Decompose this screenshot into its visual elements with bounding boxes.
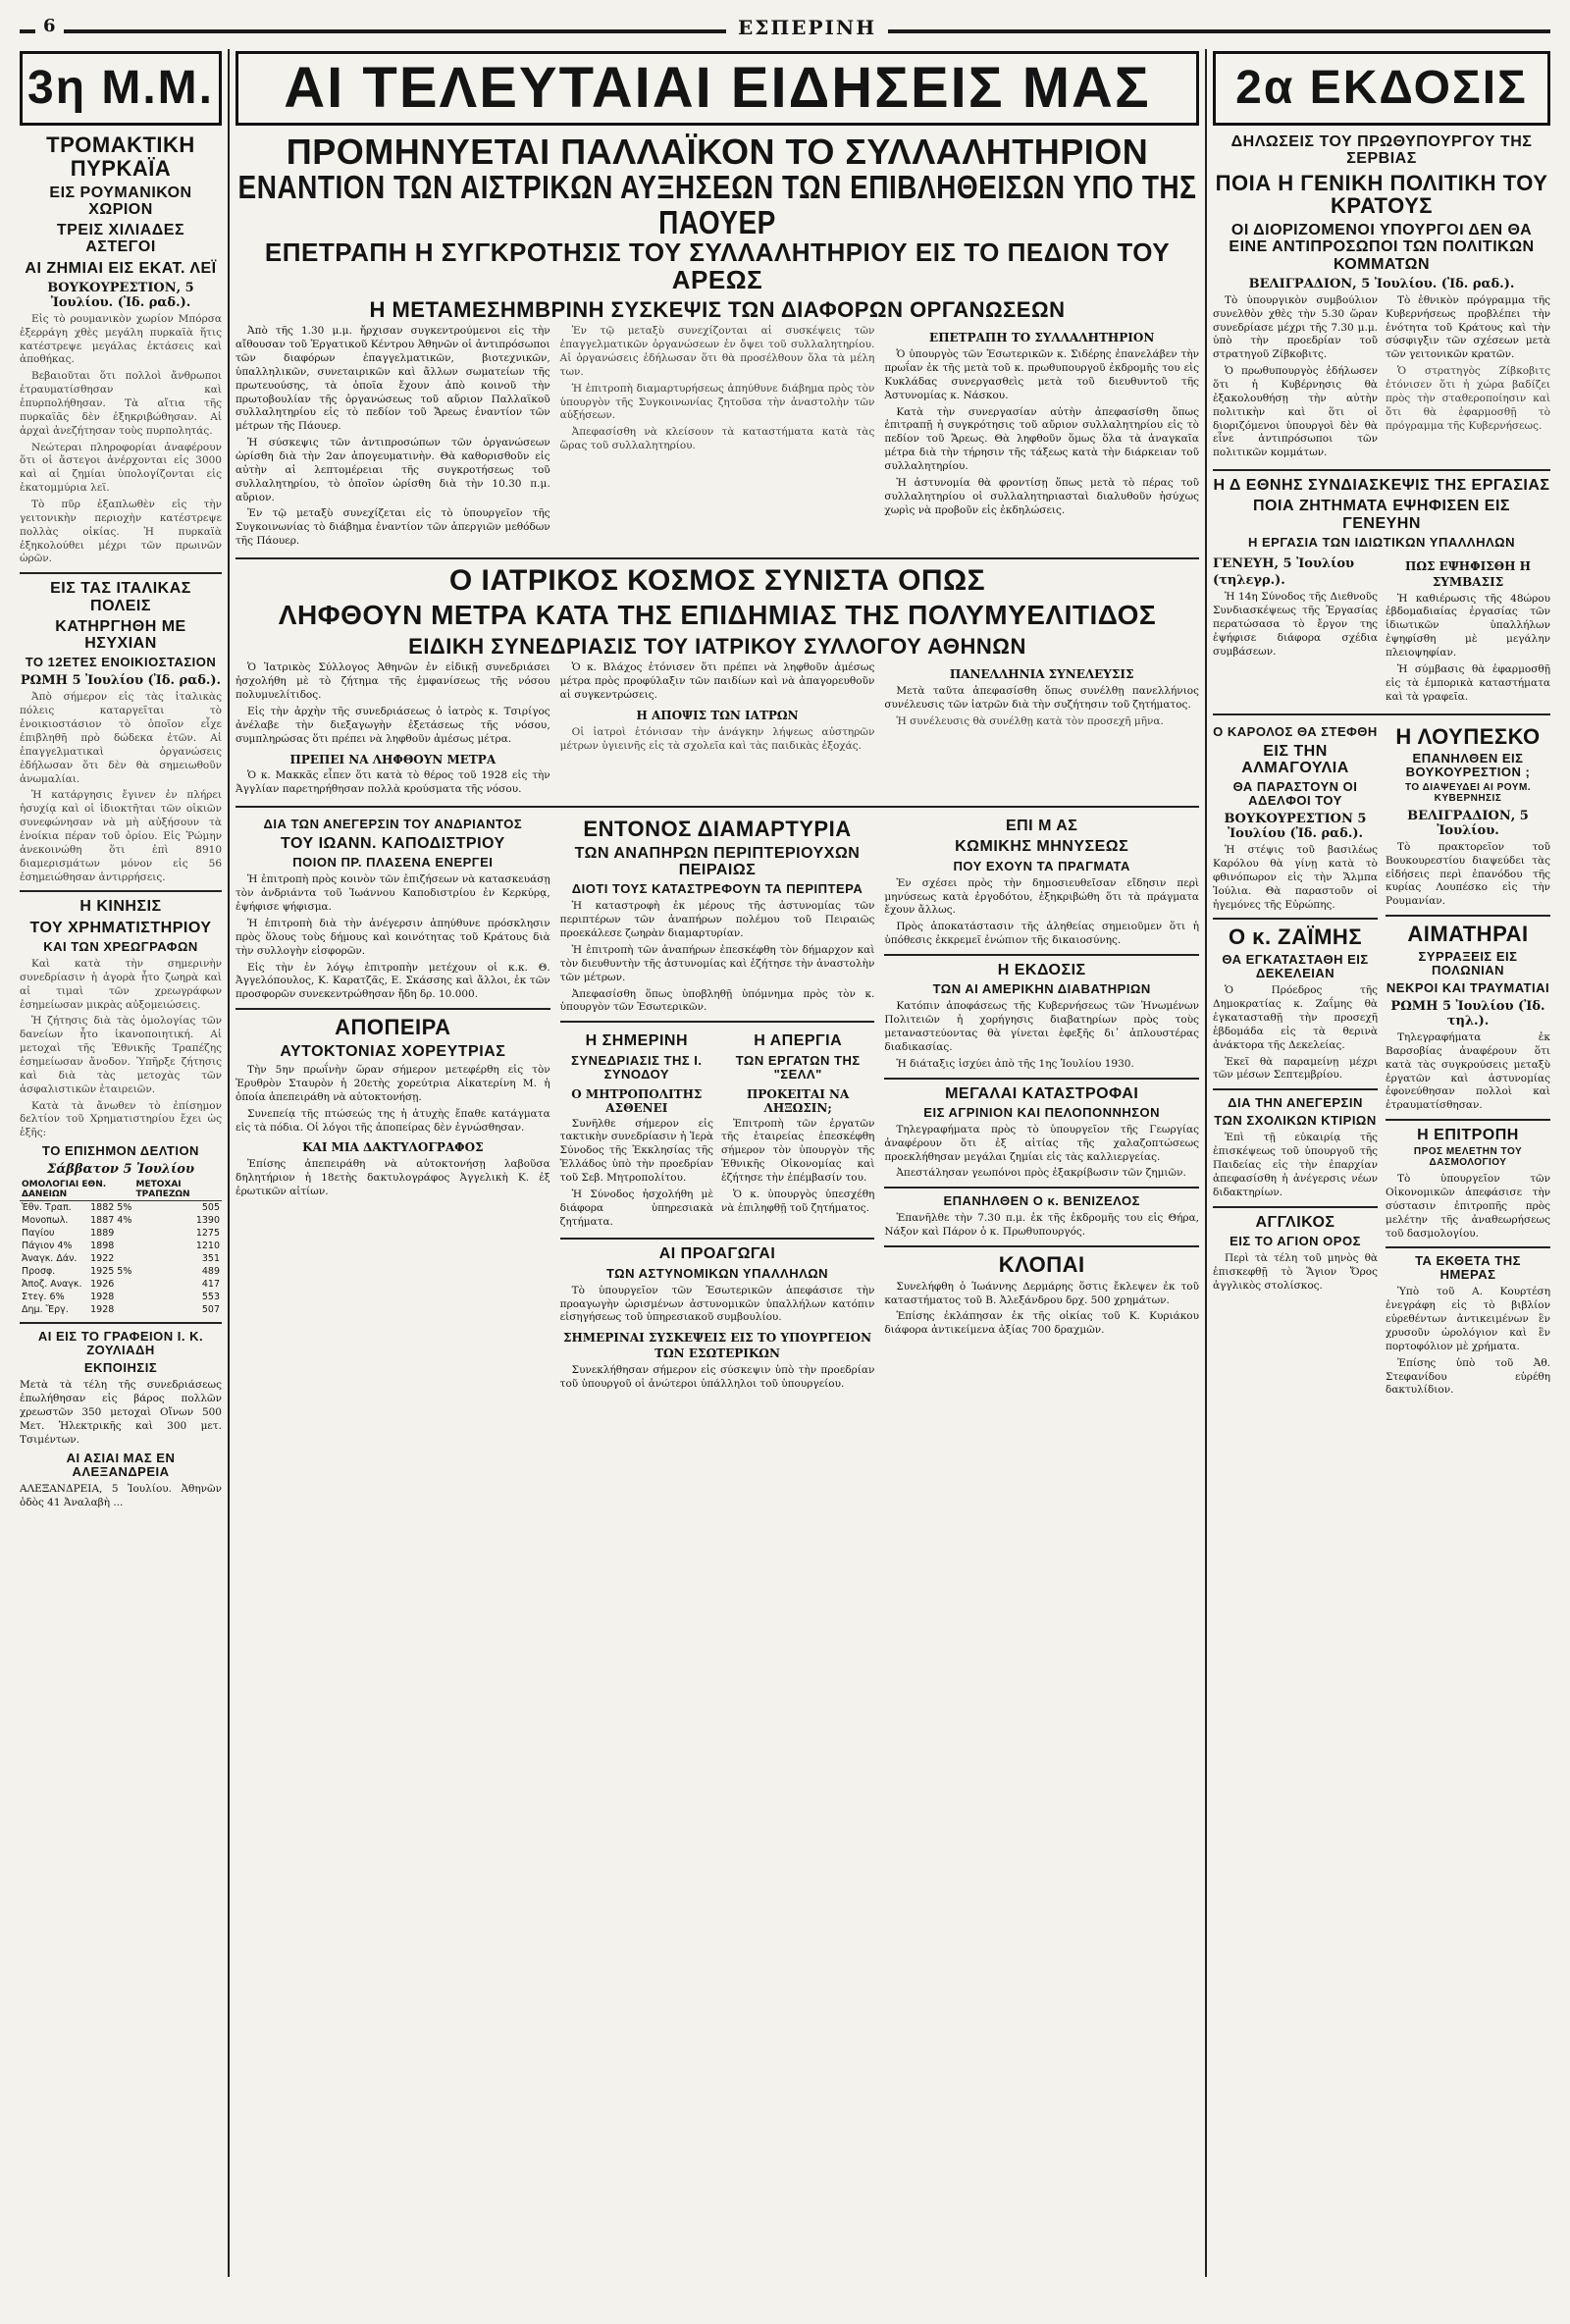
- paragraph: Τὸ ὑπουργεῖον τῶν Ἐσωτερικῶν ἀπεφάσισε τὴν προαγωγὴν ὡρισμένων ἀστυνομικῶν ὑπαλλήλων κατόπιν εἰσηγήσεως τοῦ ὑπηρεσιακοῦ συμβουλίου.: [559, 1284, 875, 1324]
- paragraph: Ἡ ἀστυνομία θὰ φροντίσῃ ὅπως μετὰ τὸ πέρας τοῦ συλλαλητηρίου οἱ συλλαλητηριασταὶ διαλυθοῦν ἡσύχως χωρὶς νὰ προβοῦν εἰς ἐκδηλώσεις.: [884, 476, 1199, 516]
- theft-article: [884, 1253, 1199, 1338]
- paragraph: Ἡ 14η Σύνοδος τῆς Διεθνοῦς Συνδιασκέψεως τῆς Ἐργασίας περατώσασα τὸ ἔργον της ἐψήφισε διάφορα σχέδια συμβάσεων.: [1213, 591, 1378, 658]
- table-row: [20, 1240, 222, 1252]
- headline: Ο ΚΑΡΟΛΟΣ ΘΑ ΣΤΕΦΘΗ: [1213, 723, 1378, 739]
- paragraph: Τὸ ὑπουργεῖον τῶν Οἰκονομικῶν ἀπεφάσισε τὴν σύστασιν ἐπιτροπῆς πρὸς μελέτην τῆς ἀναθεωρήσεως τοῦ δασμολογίου.: [1386, 1173, 1550, 1240]
- center-lower-middle-split: [560, 1029, 875, 1232]
- headline: Ο κ. ΖΑΪΜΗΣ: [1228, 924, 1363, 950]
- headline: ΘΑ ΕΓΚΑΤΑΣΤΑΘΗ ΕΙΣ ΔΕΚΕΛΕΙΑΝ: [1222, 952, 1369, 981]
- paragraph: Ὁ ὑπουργὸς τῶν Ἐσωτερικῶν κ. Σιδέρης ἐπανελάβεν τὴν πρωΐαν ἐκ τῆς μετὰ τοῦ κ. πρωθυπουργοῦ ἐκδρομῆς του εἰς Κυκλάδας συνεργασθεὶς μετὰ τοῦ διευθυντοῦ τῆς Ἀστυνομίας κ. Νάσκου.: [884, 348, 1199, 401]
- headline: Η ΛΟΥΠΕΣΚΟ: [1395, 723, 1541, 749]
- right-lower-left: [1213, 721, 1378, 1401]
- notice-text: ΑΛΕΞΑΝΔΡΕΙΑ, 5 Ἰουλίου. Ἀθηνῶν ὁδὸς 41 Ἀναλαβὴ ...: [20, 1482, 222, 1508]
- paragraph: Συνῆλθε σήμερον εἰς τακτικὴν συνεδρίασιν ἡ Ἱερὰ Σύνοδος τῆς Ἐκκλησίας τῆς Ἑλλάδος ὑπὸ τὴν προεδρίαν τοῦ Σεβ. Μητροπολίτου.: [559, 1117, 714, 1185]
- table-cell: 507: [201, 1304, 220, 1316]
- headline: ΠΟΥ ΕΧΟΥΝ ΤΑ ΠΡΑΓΜΑΤΑ: [953, 858, 1130, 873]
- paragraph: Ἡ σύσκεψις τῶν ἀντιπροσώπων τῶν ὀργανώσεων ὡρίσθη διὰ τὴν 2αν ἀπογευματινὴν. Θὰ καθορισθοῦν εἰς αὐτὴν αἱ λεπτομέρειαι τῆς συγκροτήσεως τοῦ συλλαλητηρίου, τὸ ὁποῖον ὡρίσθη διὰ τὴν 10.30 π.μ. αὔριον.: [236, 437, 550, 503]
- center-lower-left: [236, 814, 550, 1395]
- headline: ΘΑ ΠΑΡΑΣΤΟΥΝ ΟΙ ΑΔΕΛΦΟΙ ΤΟΥ: [1232, 779, 1358, 809]
- table-cell: 1882 5%: [90, 1202, 132, 1214]
- paragraph: Ἀπεστάλησαν γεωπόνοι πρὸς ἐξακρίβωσιν τῶν ζημιῶν.: [896, 1167, 1186, 1180]
- table-cell: 1210: [195, 1241, 220, 1252]
- paragraph: Ἡ διάταξις ἰσχύει ἀπὸ τῆς 1ης Ἰουλίου 1930.: [896, 1057, 1134, 1070]
- auction-text: Μετὰ τὰ τέλη τῆς συνεδριάσεως ἐπωλήθησαν εἰς βάρος πολλῶν χρεωστῶν 350 μετοχαὶ Οἴνων 500 Μετ. Ἠλεκτρικῆς καὶ 300 μετ. Τσιμέντων.: [20, 1379, 222, 1446]
- paragraph: Πρὸς ἀποκατάστασιν τῆς ἀληθείας σημειοῦμεν ὅτι ἡ ὑπόθεσις ἐκκρεμεῖ ἐνώπιον τῆς δικαιοσύνης.: [884, 921, 1199, 947]
- dateline: ΒΟΥΚΟΥΡΕΣΤΙΟΝ, 5 Ἰουλίου. (Ἰδ. ραδ.).: [47, 280, 194, 310]
- masthead: [20, 16, 1550, 45]
- headline: ΝΕΚΡΟΙ ΚΑΙ ΤΡΑΥΜΑΤΙΑΙ: [1386, 980, 1550, 996]
- headline: ΕΙΣ ΤΟ ΑΓΙΟΝ ΟΡΟΣ: [1230, 1233, 1361, 1248]
- body-text: Ἀπὸ σήμερον εἰς τὰς ἰταλικὰς πόλεις καταργεῖται τὸ ἐνοικιοστάσιον τὸ ὁποῖον εἶχε ἐπιβληθῆ πρὸ δώδεκα ἐτῶν. Αἱ ἐπαγγελματικαὶ ὀργανώσεις ἐδήλωσαν ὅτι δὲν θὰ σημειωθοῦν ἀνωμαλίαι. Ἡ κατάργησις ἔγινεν ἐν πλήρει ἡσυχίᾳ καὶ οἱ ἰδιοκτῆται τῶν οἰκιῶν συνεφώνησαν νὰ μὴ αὐξήσουν τὰ ἐνοίκια πέραν τοῦ ὁρίου. Εἰς Ῥώμην ἀνεκοινώθη ὅτι ἐπὶ 8910 διαμερισμάτων μόνον εἰς 56 ἐσημειώθησαν ἀντιρρήσεις.: [20, 691, 222, 883]
- table-row: [20, 1278, 222, 1291]
- cyprus-article: [1213, 725, 1378, 913]
- dateline: ΡΩΜΗ 5 Ἰουλίου (Ἰδ. ραδ.).: [20, 673, 222, 689]
- article-separator: [560, 1021, 875, 1023]
- paragraph: Ἐπίσης ὑπὸ τοῦ Ἀθ. Στεφανίδου εὑρέθη δακτυλίδιον.: [1386, 1356, 1550, 1397]
- article-separator: [20, 890, 222, 892]
- table-row: [20, 1227, 222, 1240]
- table-row: [20, 1303, 222, 1316]
- table-cell: 1926: [90, 1279, 115, 1291]
- poland-article: [1386, 923, 1550, 1113]
- headline: ΠΟΙΑ ΖΗΤΗΜΑΤΑ ΕΨΗΦΙΣΕΝ ΕΙΣ ΓΕΝΕΥΗΝ: [1253, 498, 1510, 532]
- medical-body: Ὁ Ἰατρικὸς Σύλλογος Ἀθηνῶν ἐν εἰδικῇ συνεδριάσει ἠσχολήθη μὲ τὸ ζήτημα τῆς ἐμφανίσεως τῆς νόσου πολυμυελίτιδος. Εἰς τὴν ἀρχὴν τῆς συνεδριάσεως ὁ ἰατρὸς κ. Τσιρίγος ἀνέλαβε τὴν διεξαγωγὴν ἐξετάσεως τῆς νόσου, συμπληρώσας ὅτι πρέπει νὰ ληφθοῦν ἀμέσως μέτρα. ΠΡΕΠΕΙ ΝΑ ΛΗΦΘΟΥΝ ΜΕΤΡΑ Ὁ κ. Μακκᾶς εἶπεν ὅτι κατὰ τὸ θέρος τοῦ 1928 εἰς τὴν Ἀγγλίαν παρετηρήθησαν πολλὰ κρούσματα τῆς νόσου. Ὁ κ. Βλάχος ἐτόνισεν ὅτι πρέπει νὰ ληφθοῦν ἀμέσως μέτρα πρὸς προφύλαξιν τῶν παιδίων καὶ νὰ ἀπαγορευθοῦν αἱ συγκεντρώσεις. Η ΑΠΟΨΙΣ ΤΩΝ ΙΑΤΡΩΝ Οἱ ἰατροὶ ἐτόνισαν τὴν ἀνάγκην λήψεως αὐστηρῶν μέτρων ὑγιεινῆς εἰς τὰ σχολεῖα καὶ τὰς παιδικὰς ἐξοχάς. ΠΑΝΕΛΛΗΝΙΑ ΣΥΝΕΛΕΥΣΙΣ Μετὰ ταῦτα ἀπεφασίσθη ὅπως συνέλθῃ πανελλήνιος συνέλευσις τῶν ἰατρῶν διὰ τὴν συζήτησιν τοῦ ζητήματος. Ἡ συνέλευσις θὰ συνέλθῃ κατὰ τὸν προσεχῆ μῆνα.: [236, 661, 1199, 796]
- headline: ΑΙ ΖΗΜΙΑΙ ΕΙΣ ΕΚΑΤ. ΛΕΪ: [25, 259, 217, 277]
- article-separator: [884, 1187, 1199, 1188]
- headline: ΕΝΤΟΝΟΣ ΔΙΑΜΑΡΤΥΡΙΑ: [583, 817, 852, 842]
- headline: ΕΙΔΙΚΗ ΣΥΝΕΔΡΙΑΣΙΣ ΤΟΥ ΙΑΤΡΙΚΟΥ ΣΥΛΛΟΓΟΥ ΑΘΗΝΩΝ: [408, 633, 1026, 659]
- paragraph: Κατόπιν ἀποφάσεως τῆς Κυβερνήσεως τῶν Ἡνωμένων Πολιτειῶν ἡ χορήγησις διαβατηρίων πρὸς τοὺς μεταναστεύοντας θὰ γίνεται ἐφεξῆς δι᾿ ἁπλουστέρας διαδικασίας.: [884, 1000, 1199, 1053]
- lead-article: [236, 133, 1199, 552]
- subheading: ΠΩΣ ΕΨΗΦΙΣΘΗ Η ΣΥΜΒΑΣΙΣ: [1405, 558, 1531, 589]
- article-separator: [1213, 713, 1550, 715]
- paragraph: Τὸ ἐθνικὸν πρόγραμμα τῆς Κυβερνήσεως προβλέπει τὴν ἑνότητα τοῦ Κράτους καὶ τὴν σύσφιγξιν τῶν σχέσεων μετὰ τῶν γειτονικῶν κρατῶν.: [1386, 293, 1550, 361]
- dateline: ΓΕΝΕΥΗ, 5 Ἰουλίου (τηλεγρ.).: [1213, 555, 1355, 589]
- paragraph: Τὸ πρακτορεῖον τοῦ Βουκουρεστίου διαψεύδει τὰς εἰδήσεις περὶ ἐπανόδου τῆς κυρίας Λουπέσκο εἰς τὴν Ρουμανίαν.: [1386, 840, 1550, 908]
- article-separator: [884, 1078, 1199, 1080]
- headline: ΕΙΣ ΑΓΡΙΝΙΟΝ ΚΑΙ ΠΕΛΟΠΟΝΝΗΣΟΝ: [923, 1104, 1161, 1120]
- table-cell: Ἀποζ. Αναγκ.: [22, 1279, 82, 1291]
- subheading: ΠΡΟΚΕΙΤΑΙ ΝΑ ΛΗΞΩΣΙΝ;: [747, 1086, 850, 1115]
- paragraph: Ἡ καθιέρωσις τῆς 48ώρου ἑβδομαδιαίας ἐργασίας τῶν ἰδιωτικῶν ὑπαλλήλων ἐψηφίσθη μὲ μεγάλην πλειοψηφίαν.: [1386, 592, 1550, 660]
- exhibit-article: [1386, 1254, 1550, 1398]
- headline: ΤΩΝ ΑΙ ΑΜΕΡΙΚΗΝ ΔΙΑΒΑΤΗΡΙΩΝ: [932, 981, 1151, 997]
- headline: ΛΗΦΘΟΥΝ ΜΕΤΡΑ ΚΑΤΑ ΤΗΣ ΕΠΙΔΗΜΙΑΣ ΤΗΣ ΠΟΛΥΜΥΕΛΙΤΙΔΟΣ: [278, 600, 1157, 631]
- table-header: ΟΜΟΛΟΓΙΑΙ ΕΘΝ. ΔΑΝΕΙΩΝ: [20, 1179, 134, 1201]
- headline: ΟΙ ΔΙΟΡΙΖΟΜΕΝΟΙ ΥΠΟΥΡΓΟΙ ΔΕΝ ΘΑ ΕΙΝΕ ΑΝΤΙΠΡΟΣΩΠΟΙ ΤΩΝ ΠΟΛΙΤΙΚΩΝ ΚΟΜΜΑΤΩΝ: [1229, 222, 1535, 273]
- athos-article: [1213, 1214, 1378, 1294]
- table-row: [20, 1265, 222, 1278]
- paragraph: Ἡ ἐπιτροπὴ πρὸς κοινὸν τῶν ἐπιζήσεων νὰ κατασκευάσῃ τὸν ἀνδριάντα τοῦ Ἰωάννου Καποδιστρίου ἐν Κερκύρᾳ, ἐψήφισε ψήφισμα.: [236, 873, 550, 914]
- paragraph: Τηλεγραφήματα ἐκ Βαρσοβίας ἀναφέρουν ὅτι κατὰ τὰς συγκρούσεις μεταξὺ ἐργατῶν καὶ ἀστυνομίας ἐφονεύθησαν πολλοὶ καὶ ἐτραυματίσθησαν.: [1386, 1031, 1550, 1112]
- table-cell: Δημ. Ἔργ.: [22, 1304, 69, 1316]
- headline: ΔΙΑ ΤΗΝ ΑΝΕΓΕΡΣΙΝ: [1228, 1095, 1363, 1111]
- headline: ΕΠΑΝΗΛΘΕΝ ΕΙΣ ΒΟΥΚΟΥΡΕΣΤΙΟΝ ;: [1405, 751, 1531, 780]
- promotions-article: [560, 1245, 875, 1391]
- article-separator: [20, 1322, 222, 1324]
- headline: ΤΡΟΜΑΚΤΙΚΗ ΠΥΡΚΑΪΑ: [46, 132, 195, 181]
- right-column: [1213, 51, 1550, 2279]
- headline: Η Δ ΕΘΝΗΣ ΣΥΝΔΙΑΣΚΕΨΙΣ ΤΗΣ ΕΡΓΑΣΙΑΣ: [1213, 477, 1550, 495]
- paragraph: Τὴν 5ην πρωΐνὴν ὥραν σήμερον μετεφέρθη εἰς τὸν Ἐρυθρὸν Σταυρὸν ἡ 20ετὴς χορεύτρια Αἰκατερίνη Μ. ἡ ὁποία ἀπεπειράθη νὰ αὐτοκτονήσῃ.: [236, 1064, 550, 1103]
- table-cell: 1928: [90, 1292, 115, 1303]
- article-separator: [1213, 1088, 1378, 1090]
- venizelos-article: [884, 1194, 1199, 1240]
- left-column: [20, 51, 222, 2279]
- dateline: ΡΩΜΗ 5 Ἰουλίου (Ἰδ. τηλ.).: [1390, 999, 1545, 1030]
- lupescu-article: [1386, 725, 1550, 910]
- dateline: ΒΕΛΙΓΡΑΔΙΟΝ, 5 Ἰουλίου. (Ἰδ. ραδ.).: [1248, 276, 1515, 291]
- table-cell: Ἐθν. Τραπ.: [22, 1202, 72, 1214]
- headline: ΣΥΡΡΑΞΕΙΣ ΕΙΣ ΠΟΛΩΝΙΑΝ: [1418, 948, 1518, 977]
- paper-name: ΕΣΠΕΡΙΝΗ: [726, 16, 888, 39]
- headline: ΤΩΝ ΑΣΤΥΝΟΜΙΚΩΝ ΥΠΑΛΛΗΛΩΝ: [605, 1265, 829, 1281]
- dateline: ΒΕΛΙΓΡΑΔΙΟΝ, 5 Ἰουλίου.: [1407, 808, 1529, 838]
- lead-headline: Η ΜΕΤΑΜΕΣΗΜΒΡΙΝΗ ΣΥΣΚΕΨΙΣ ΤΩΝ ΔΙΑΦΟΡΩΝ ΟΡΓΑΝΩΣΕΩΝ: [369, 296, 1066, 322]
- headline: ΔΙΟΤΙ ΤΟΥΣ ΚΑΤΑΣΤΡΕΦΟΥΝ ΤΑ ΠΕΡΙΠΤΕΡΑ: [571, 881, 864, 897]
- paragraph: Ἐπανῆλθε τὴν 7.30 π.μ. ἐκ τῆς ἐκδρομῆς του εἰς Θήρα, Νάξον καὶ Πάρον ὁ κ. Πρωθυπουργός.: [884, 1212, 1199, 1239]
- paragraph: Ὁ Πρόεδρος τῆς Δημοκρατίας κ. Ζαΐμης θὰ ἐγκατασταθῇ τὴν προσεχῆ ἑβδομάδα εἰς τὰ θερινὰ ἀνάκτορα τῆς Δεκελείας.: [1213, 984, 1378, 1051]
- decision-article: [884, 962, 1199, 1072]
- headline: Η ΚΙΝΗΣΙΣ: [79, 898, 162, 916]
- column-divider: [228, 49, 230, 2277]
- paragraph: Ἐπιτροπὴ τῶν ἐργατῶν τῆς ἑταιρείας ἐπεσκέφθη σήμερον τὸν ὑπουργὸν τῆς Ἐθνικῆς Οἰκονομίας καὶ ἐζήτησε τὴν ἐπέμβασίν του.: [721, 1117, 875, 1185]
- market-table: [20, 1179, 222, 1316]
- paragraph: Κατὰ τὴν συνεργασίαν αὐτὴν ἀπεφασίσθη ὅπως ἐπιτραπῇ ἡ συγκρότησις τοῦ αὔριον συλλαλητηρίου εἰς τὸ πεδίον τοῦ Ἄρεως. Θὰ ληφθοῦν ὅμως ὅλα τὰ ἀναγκαῖα μέτρα διὰ τὴν τήρησιν τῆς τάξεως κατὰ τὴν διάρκειαν τοῦ συλλαλητηρίου.: [884, 405, 1199, 472]
- paragraph: Ὁ κ. ὑπουργὸς ὑπεσχέθη νὰ ἐπιληφθῇ τοῦ ζητήματος.: [721, 1188, 875, 1214]
- article-separator: [1386, 1246, 1550, 1248]
- article-separator: [236, 806, 1199, 808]
- paragraph: Εἰς τὴν ἀρχὴν τῆς συνεδριάσεως ὁ ἰατρὸς κ. Τσιρίγος ἀνέλαβε τὴν διεξαγωγὴν ἐξετάσεως τῆς νόσου, συμπληρώσας ὅτι πρέπει νὰ ληφθοῦν ἀμέσως μέτρα.: [236, 705, 550, 745]
- article-separator: [20, 572, 222, 574]
- notice-heading: ΑΙ ΑΣΙΑΙ ΜΑΣ ΕΝ ΑΛΕΞΑΝΔΡΕΙΑ: [66, 1450, 176, 1479]
- center-lower-grid: [236, 814, 1199, 1395]
- piraeus-article: [560, 818, 875, 1015]
- headline: Η ΕΚΔΟΣΙΣ: [997, 961, 1086, 978]
- ilo-body: [1213, 554, 1550, 708]
- headline: Ο ΙΑΤΡΙΚΟΣ ΚΟΣΜΟΣ ΣΥΝΙΣΤΑ ΟΠΩΣ: [448, 564, 986, 597]
- headline: ΔΗΛΩΣΕΙΣ ΤΟΥ ΠΡΩΘΥΠΟΥΡΓΟΥ ΤΗΣ ΣΕΡΒΙΑΣ: [1230, 133, 1533, 168]
- article-separator: [1386, 1119, 1550, 1121]
- bulletin-title: ΤΟ ΕΠΙΣΗΜΟΝ ΔΕΛΤΙΟΝ: [42, 1143, 199, 1159]
- anniv-article: [236, 818, 550, 1002]
- headline: ΠΟΙΟΝ ΠΡ. ΠΛΑΣΕΝΑ ΕΝΕΡΓΕΙ: [292, 855, 494, 871]
- comic-article: [884, 818, 1199, 948]
- table-cell: 505: [201, 1202, 220, 1214]
- article-separator: [1213, 918, 1378, 920]
- center-lower-middle: [560, 814, 875, 1395]
- auction-heading: ΕΚΠΟΙΗΣΙΣ: [83, 1360, 158, 1376]
- table-row: [20, 1252, 222, 1265]
- table-row: [20, 1201, 222, 1215]
- headline: ΕΙΣ ΡΟΥΜΑΝΙΚΟΝ ΧΩΡΙΟΝ: [49, 184, 192, 218]
- table-cell: 1390: [195, 1215, 220, 1227]
- article-separator: [236, 557, 1199, 559]
- subheading: ΠΡΕΠΕΙ ΝΑ ΛΗΦΘΟΥΝ ΜΕΤΡΑ: [289, 752, 497, 766]
- article-separator: [1213, 469, 1550, 471]
- paragraph: Τὸ ὑπουργικὸν συμβούλιον συνελθὸν χθὲς τὴν 5.30 ὥραν συνεδρίασε μέχρι τῆς 7.30 μ.μ. ὑπὸ τὴν προεδρίαν τοῦ στρατηγοῦ Ζίβκοβιτς.: [1213, 293, 1378, 361]
- column-divider: [1205, 49, 1207, 2277]
- headline: ΤΩΝ ΑΝΑΠΗΡΩΝ ΠΕΡΙΠΤΕΡΙΟΥΧΩΝ ΠΕΙΡΑΙΩΣ: [574, 844, 861, 879]
- serbia-body: Τὸ ὑπουργικὸν συμβούλιον συνελθὸν χθὲς τὴν 5.30 ὥραν συνεδρίασε μέχρι τῆς 7.30 μ.μ. ὑπὸ τὴν προεδρίαν τοῦ στρατηγοῦ Ζίβκοβιτς. Ὁ πρωθυπουργὸς ἐδήλωσεν ὅτι ἡ Κυβέρνησις θὰ ἐξακολουθήσῃ τὴν αὐτὴν πολιτικὴν καὶ ὅτι οἱ διοριζόμενοι ὑπουργοὶ δὲν θὰ εἶνε ἀντιπρόσωποι τῶν πολιτικῶν κομμάτων. Τὸ ἐθνικὸν πρόγραμμα τῆς Κυβερνήσεως προβλέπει τὴν ἑνότητα τοῦ Κράτους καὶ τὴν σύσφιγξιν τῶν σχέσεων μετὰ τῶν γειτονικῶν κρατῶν. Ὁ στρατηγὸς Ζίβκοβιτς ἐτόνισεν ὅτι ἡ χώρα βαδίζει πρὸς τὴν σταθεροποίησιν καὶ ὅτι θὰ ἐφαρμοσθῇ τὸ πρόγραμμα τῆς Κυβερνήσεως.: [1213, 293, 1550, 459]
- paragraph: Ὁ κ. Μακκᾶς εἶπεν ὅτι κατὰ τὸ θέρος τοῦ 1928 εἰς τὴν Ἀγγλίαν παρετηρήθησαν πολλὰ κρούσματα τῆς νόσου.: [236, 769, 550, 796]
- table-cell: Μονοπωλ.: [22, 1215, 69, 1227]
- paragraph: Ἀπεφασίσθη ὅπως ὑποβληθῇ ὑπόμνημα πρὸς τὸν κ. ὑπουργὸν τῶν Ἐσωτερικῶν.: [559, 987, 875, 1014]
- table-cell: 1922: [90, 1253, 115, 1265]
- table-cell: 417: [201, 1279, 220, 1291]
- strike-article: [721, 1029, 874, 1232]
- paragraph: Ἡ στέψις τοῦ βασιλέως Καρόλου θὰ γίνῃ κατὰ τὸ φθινόπωρον εἰς τὴν Ἄλμπα Ἰούλια. Θὰ παραστοῦν οἱ ἡγεμόνες τῆς Εὐρώπης.: [1213, 844, 1378, 911]
- page-number: 6: [35, 16, 64, 36]
- center-banner: ΑΙ ΤΕΛΕΥΤΑΙΑΙ ΕΙΔΗΣΕΙΣ ΜΑΣ: [236, 51, 1199, 126]
- subheading: ΠΑΝΕΛΛΗΝΙΑ ΣΥΝΕΛΕΥΣΙΣ: [949, 667, 1134, 682]
- article-separator: [884, 954, 1199, 956]
- ilo-article: [1213, 477, 1550, 707]
- table-cell: Ἀναγκ. Δάν.: [22, 1253, 78, 1265]
- exchange-footer-title: ΑΙ ΕΙΣ ΤΟ ΓΡΑΦΕΙΟΝ Ι. Κ. ΖΟΥΛΙΑΔΗ: [37, 1329, 204, 1358]
- article-separator: [1213, 1206, 1378, 1208]
- headline: Η ΑΠΕΡΓΙΑ: [754, 1032, 843, 1050]
- table-row: [20, 1291, 222, 1303]
- schools-article: [1213, 1096, 1378, 1199]
- committee-article: [1386, 1127, 1550, 1241]
- paragraph: Ἐκεῖ θὰ παραμείνῃ μέχρι τῶν μέσων Σεπτεμβρίου.: [1213, 1055, 1378, 1082]
- article-separator: [1386, 915, 1550, 917]
- subheading: Η ΑΠΟΨΙΣ ΤΩΝ ΙΑΤΡΩΝ: [636, 708, 799, 722]
- headline: ΕΙΣ ΤΑΣ ΙΤΑΛΙΚΑΣ ΠΟΛΕΙΣ: [50, 580, 191, 614]
- synod-article: [560, 1029, 713, 1232]
- paragraph: Ἀπὸ τῆς 1.30 μ.μ. ἤρχισαν συγκεντρούμενοι εἰς τὴν αἴθουσαν τοῦ Ἐργατικοῦ Κέντρου Ἀθηνῶν οἱ ἀντιπρόσωποι τῶν διαφόρων ἐπαγγελματικῶν, βιοτεχνικῶν, ὑπαλληλικῶν, συνεταιρικῶν καὶ ἄλλων σωματείων τῆς πρωτευούσης, τὰ ὁποῖα ἔχουν ἀπὸ κοινοῦ τὴν πρωτοβουλίαν τῆς ὀργανώσεως τοῦ αὔριον Παλλαϊκοῦ συλλαλητηρίου εἰς τὸ πεδίον τοῦ Ἄρεως ἐναντίον τῶν μέτρων τῆς Πάουερ.: [236, 325, 550, 433]
- headline: ΕΙΣ ΤΗΝ ΑΛΜΑΓΟΥΛΙΑ: [1241, 742, 1349, 776]
- paragraph: Συνεκλήθησαν σήμερον εἰς σύσκεψιν ὑπὸ τὴν προεδρίαν τοῦ ὑπουργοῦ οἱ ἀνώτεροι ὑπάλληλοι τοῦ ὑπουργείου.: [559, 1364, 875, 1390]
- headline: ΕΠΑΝΗΛΘΕΝ Ο κ. ΒΕΝΙΖΕΛΟΣ: [943, 1193, 1140, 1209]
- paragraph: Ἡ καταστροφὴ ἐκ μέρους τῆς ἀστυνομίας τῶν περιπτέρων τῶν ἀναπήρων πολέμου τοῦ Πειραιῶς προεκάλεσε ζωηρὰν διαμαρτυρίαν.: [559, 900, 875, 940]
- paragraph: Ἐν τῷ μεταξὺ συνεχίζεται εἰς τὸ ὑπουργεῖον τῆς Συγκοινωνίας τὸ διάβημα ἐναντίον τῶν ἀπεργιῶν μεθόδων τῆς Πάουερ.: [236, 507, 550, 548]
- table-cell: Παγίου: [22, 1228, 55, 1240]
- headline: ΑΙΜΑΤΗΡΑΙ: [1407, 922, 1529, 947]
- headline: ΣΥΝΕΔΡΙΑΣΙΣ ΤΗΣ Ι. ΣΥΝΟΔΟΥ: [571, 1052, 703, 1082]
- right-lower-right: [1386, 721, 1550, 1401]
- paragraph: Ἡ ἐπιτροπὴ τῶν ἀναπήρων ἐπεσκέφθη τὸν δήμαρχον καὶ τὸν διευθυντὴν τῆς ἀστυνομίας καὶ ἐζήτησε τὴν ἀναστολὴν τῶν μέτρων.: [559, 943, 875, 983]
- table-cell: 1925 5%: [90, 1266, 132, 1278]
- headline: ΑΙ ΠΡΟΑΓΩΓΑΙ: [658, 1245, 776, 1263]
- headline: ΠΡΟΣ ΜΕΛΕΤΗΝ ΤΟΥ ΔΑΣΜΟΛΟΓΙΟΥ: [1413, 1146, 1523, 1169]
- article-separator: [236, 1008, 550, 1010]
- table-cell: 1928: [90, 1304, 115, 1316]
- disaster-article: [884, 1085, 1199, 1182]
- paragraph: Μετὰ ταῦτα ἀπεφασίσθη ὅπως συνέλθῃ πανελλήνιος συνέλευσις τῶν ἰατρῶν διὰ τὴν συζήτησιν τοῦ ζητήματος.: [884, 685, 1199, 712]
- left-banner: 3η Μ.Μ.: [20, 51, 222, 126]
- paragraph: Ἡ Σύνοδος ἠσχολήθη μὲ διάφορα ὑπηρεσιακὰ ζητήματα.: [559, 1188, 714, 1228]
- paragraph: Ὁ Ἰατρικὸς Σύλλογος Ἀθηνῶν ἐν εἰδικῇ συνεδριάσει ἠσχολήθη μὲ τὸ ζήτημα τῆς ἐμφανίσεως τῆς νόσου πολυμυελίτιδος.: [236, 661, 550, 702]
- headline: ΕΠΙ Μ ΑΣ: [1005, 818, 1078, 835]
- body-text: Καὶ κατὰ τὴν σημερινὴν συνεδρίασιν ἡ ἀγορὰ ἦτο ζωηρὰ καὶ αἱ τιμαὶ τῶν χρεωγράφων ἐσημείωσαν μικρὰς αὐξομειώσεις. Ἡ ζήτησις διὰ τὰς ὁμολογίας τῶν δανείων ἦτο ἱκανοποιητική. Αἱ μετοχαὶ τῆς Ἐθνικῆς Τραπέζης ἐσημείωσαν ἄνοδον. Ὑπῆρξε ζήτησις καὶ διὰ τὰς μετοχὰς τῶν ἀσφαλιστικῶν ἑταιρειῶν. Κατὰ τὰ ἄνωθεν τὸ ἐπίσημον δελτίον τοῦ Χρηματιστηρίου ἔχει ὡς ἑξῆς:: [20, 957, 222, 1139]
- paragraph: Τηλεγραφήματα πρὸς τὸ ὑπουργεῖον τῆς Γεωργίας ἀναφέρουν ὅτι ἐξ αἰτίας τῆς χαλαζοπτώσεως προεκλήθησαν μεγάλαι ζημίαι εἰς τὰς καλλιεργείας.: [884, 1123, 1199, 1163]
- headline: ΚΛΟΠΑΙ: [998, 1252, 1085, 1278]
- table-cell: 351: [201, 1253, 220, 1265]
- paragraph: Ἡ σύμβασις θὰ ἐφαρμοσθῇ εἰς τὰ ἐμπορικὰ καταστήματα καὶ τὰ γραφεῖα.: [1386, 662, 1550, 703]
- paragraph: Ὑπὸ τοῦ Α. Κουρτέση ἐνεγράφη εἰς τὸ βιβλίον εὑρεθέντων ἀντικειμένων ἓν χρυσοῦν ὡρολόγιον καὶ ἓν πορτοφόλιον μὲ χρήματα.: [1386, 1286, 1550, 1352]
- lead-headline: ΕΠΕΤΡΑΠΗ Η ΣΥΓΚΡΟΤΗΣΙΣ ΤΟΥ ΣΥΛΛΑΛΗΤΗΡΙΟΥ ΕΙΣ ΤΟ ΠΕΔΙΟΝ ΤΟΥ ΑΡΕΩΣ: [264, 238, 1171, 295]
- paragraph: Ἐν σχέσει πρὸς τὴν δημοσιευθεῖσαν εἴδησιν περὶ μηνύσεως κατὰ ἐργοδότου, ἐξηκριβώθη ὅτι τὰ πράγματα ἔχουν ἄλλως.: [884, 876, 1199, 917]
- headline: ΚΑΤΗΡΓΗΘΗ ΜΕ ΗΣΥΧΙΑΝ: [55, 617, 186, 653]
- article-fire: [20, 133, 222, 566]
- headline: Η ΕΠΙΤΡΟΠΗ: [1417, 1127, 1519, 1144]
- paragraph: Συνελήφθη ὁ Ἰωάννης Δερμάρης ὅστις ἔκλεψεν ἐκ τοῦ καταστήματος τοῦ Β. Ἀλεξάνδρου δρχ. 500 χρημάτων.: [884, 1280, 1199, 1306]
- right-lower-grid: [1213, 721, 1550, 1401]
- headline: ΑΓΓΛΙΚΟΣ: [1255, 1213, 1335, 1231]
- table-cell: 1889: [90, 1228, 115, 1240]
- subheading: ΕΠΕΤΡΑΠΗ ΤΟ ΣΥΛΛΑΛΗΤΗΡΙΟΝ: [929, 331, 1155, 345]
- article-separator: [560, 1238, 875, 1240]
- table-cell: 553: [201, 1292, 220, 1303]
- center-lower-right: [884, 814, 1199, 1395]
- subheading: ΣΗΜΕΡΙΝΑΙ ΣΥΣΚΕΨΕΙΣ ΕΙΣ ΤΟ ΥΠΟΥΡΓΕΙΟΝ ΤΩΝ ΕΣΩΤΕΡΙΚΩΝ: [562, 1331, 872, 1361]
- headline: ΤΟΥ ΧΡΗΜΑΤΙΣΤΗΡΙΟΥ: [29, 919, 212, 936]
- body-text: Εἰς τὸ ρουμανικὸν χωρίον Μπόρσα ἐξερράγη χθὲς μεγάλη πυρκαϊὰ ἥτις κατέστρεψε μεγάλας ἐκτάσεις καὶ ἀποθήκας. Βεβαιοῦται ὅτι πολλοὶ ἄνθρωποι ἐτραυματίσθησαν καὶ ἐπυρπολήθησαν. Τὰ αἴτια τῆς πυρκαϊᾶς δὲν ἐξηκριβώθησαν. Αἱ ἀρχαὶ ἀνεζήτησαν τοὺς πυρπολητάς. Νεώτεραι πληροφορίαι ἀναφέρουν ὅτι οἱ ἄστεγοι ἀνέρχονται εἰς 3000 καὶ αἱ ζημίαι ὑπολογίζονται εἰς ἑκατομμύρια λεϊ. Τὸ πῦρ ἐξαπλωθὲν εἰς τὴν γειτονικὴν περιοχὴν κατέστρεψε πολλὰς οἰκίας. Ἡ πυρκαϊὰ ἐξηκολούθει μέχρι τῶν πρωινῶν ὡρῶν.: [20, 312, 222, 565]
- headline: ΤΟ 12ΕΤΕΣ ΕΝΟΙΚΙΟΣΤΑΣΙΟΝ: [25, 655, 217, 670]
- table-cell: Προσφ.: [22, 1266, 56, 1278]
- serbia-article: [1213, 133, 1550, 463]
- newspaper-page: [20, 16, 1550, 2283]
- paragraph: Περὶ τὰ τέλη τοῦ μηνὸς θὰ ἐπισκεφθῇ τὸ Ἅγιον Ὄρος ἀγγλικὸς στολίσκος.: [1213, 1251, 1378, 1292]
- headline: ΤΟ ΔΙΑΨΕΥΔΕΙ ΑΙ ΡΟΥΜ. ΚΥΒΕΡΝΗΣΙΣ: [1404, 782, 1532, 805]
- lead-headline: ΕΝΑΝΤΙΟΝ ΤΩΝ ΑΙΣΤΡΙΚΩΝ ΑΥΞΗΣΕΩΝ ΤΩΝ ΕΠΙΒΛΗΘΕΙΣΩΝ ΥΠΟ ΤΗΣ ΠΑΟΥΕΡ: [237, 168, 1197, 241]
- zaimis-article: [1213, 925, 1378, 1083]
- headline: ΔΙΑ ΤΩΝ ΑΝΕΓΕΡΣΙΝ ΤΟΥ ΑΝΔΡΙΑΝΤΟΣ: [263, 817, 523, 832]
- table-cell: 1898: [90, 1241, 115, 1252]
- article-italy: [20, 580, 222, 884]
- headline: ΚΑΙ ΤΩΝ ΧΡΕΩΓΡΑΦΩΝ: [43, 938, 198, 954]
- market-rows: [20, 1201, 222, 1317]
- right-banner: 2α ΕΚΔΟΣΙΣ: [1213, 51, 1550, 126]
- headline: ΚΩΜΙΚΗΣ ΜΗΝΥΣΕΩΣ: [955, 838, 1129, 856]
- table-header: ΜΕΤΟΧΑΙ ΤΡΑΠΕΖΩΝ: [134, 1179, 223, 1201]
- bulletin-date: Σάββατον 5 Ἰουλίου: [47, 1162, 194, 1178]
- paragraph: Ἡ ἐπιτροπὴ διὰ τὴν ἀνέγερσιν ἀπηύθυνε πρόσκλησιν πρὸς ὅλους τοὺς δήμους καὶ κοινότητας τοῦ Κράτους διὰ τὴν συλλογὴν εἰσφορῶν.: [236, 917, 550, 957]
- headline: ΑΥΤΟΚΤΟΝΙΑΣ ΧΟΡΕΥΤΡΙΑΣ: [280, 1042, 506, 1060]
- subheading: Ο ΜΗΤΡΟΠΟΛΙΤΗΣ ΑΣΘΕΝΕΙ: [571, 1086, 703, 1115]
- headline: Η ΣΗΜΕΡΙΝΗ: [585, 1032, 689, 1050]
- headline: Η ΕΡΓΑΣΙΑ ΤΩΝ ΙΔΙΩΤΙΚΩΝ ΥΠΑΛΛΗΛΩΝ: [1248, 534, 1515, 550]
- paragraph: Ὁ κ. Βλάχος ἐτόνισεν ὅτι πρέπει νὰ ληφθοῦν ἀμέσως μέτρα πρὸς προφύλαξιν τῶν παιδίων καὶ νὰ ἀπαγορευθοῦν αἱ συγκεντρώσεις.: [559, 661, 875, 702]
- article-exchange: [20, 898, 222, 1509]
- medical-article: [236, 565, 1199, 800]
- paragraph: Ὁ πρωθυπουργὸς ἐδήλωσεν ὅτι ἡ Κυβέρνησις θὰ ἐξακολουθήσῃ τὴν αὐτὴν πολιτικὴν καὶ ὅτι οἱ διοριζόμενοι ὑπουργοὶ δὲν θὰ εἶνε ἀντιπρόσωποι τῶν πολιτικῶν κομμάτων.: [1213, 365, 1378, 459]
- table-cell: 1887 4%: [90, 1215, 132, 1227]
- lead-headline: ΠΡΟΜΗΝΥΕΤΑΙ ΠΑΛΛΑΪΚΟΝ ΤΟ ΣΥΛΛΑΛΗΤΗΡΙΟΝ: [286, 132, 1149, 172]
- attempt-article: [236, 1016, 550, 1199]
- headline: ΠΟΙΑ Η ΓΕΝΙΚΗ ΠΟΛΙΤΙΚΗ ΤΟΥ ΚΡΑΤΟΥΣ: [1215, 170, 1548, 219]
- dateline: ΒΟΥΚΟΥΡΕΣΤΙΟΝ 5 Ἰουλίου (Ἰδ. ραδ.).: [1224, 812, 1367, 842]
- headline: ΤΩΝ ΕΡΓΑΤΩΝ ΤΗΣ "ΣΕΛΛ": [735, 1052, 861, 1082]
- paragraph: Εἰς τὴν ἐν λόγῳ ἐπιτροπὴν μετέχουν οἱ κ.κ. Θ. Ἀγγελόπουλος, Κ. Καρατζᾶς, Ε. Σκάσσης καὶ ἄλλοι, ἐκ τῶν προσφορῶν συνεκεντρώθησαν ἤδη δρ. 10.000.: [236, 961, 550, 1001]
- headline: ΤΟΥ ΙΩΑΝΝ. ΚΑΠΟΔΙΣΤΡΙΟΥ: [280, 835, 505, 853]
- paragraph: Συνεπείᾳ τῆς πτώσεώς της ἡ ἀτυχὴς ἔπαθε κατάγματα εἰς τὰ πόδια. Οἱ λόγοι τῆς ἀποπείρας δὲν ἐγνώσθησαν.: [236, 1107, 550, 1134]
- subheading: ΚΑΙ ΜΙΑ ΔΑΚΤΥΛΟΓΡΑΦΟΣ: [302, 1140, 484, 1155]
- headline: ΑΠΟΠΕΙΡΑ: [335, 1015, 451, 1040]
- table-cell: 489: [201, 1266, 220, 1278]
- article-separator: [884, 1245, 1199, 1247]
- table-row: [20, 1214, 222, 1227]
- headline: ΤΑ ΕΚΘΕΤΑ ΤΗΣ ΗΜΕΡΑΣ: [1415, 1253, 1521, 1283]
- table-cell: Πάγιον 4%: [22, 1241, 73, 1252]
- lead-body: Ἀπὸ τῆς 1.30 μ.μ. ἤρχισαν συγκεντρούμενοι εἰς τὴν αἴθουσαν τοῦ Ἐργατικοῦ Κέντρου Ἀθηνῶν οἱ ἀντιπρόσωποι τῶν διαφόρων ἐπαγγελματικῶν, βιοτεχνικῶν, ὑπαλληλικῶν, συνεταιρικῶν καὶ ἄλλων σωματείων τῆς πρωτευούσης, τὰ ὁποῖα ἔχουν ἀπὸ κοινοῦ τὴν πρωτοβουλίαν τῆς ὀργανώσεως τοῦ αὔριον Παλλαϊκοῦ συλλαλητηρίου εἰς τὸ πεδίον τοῦ Ἄρεως ἐναντίον τῶν μέτρων τῆς Πάουερ. Ἡ σύσκεψις τῶν ἀντιπροσώπων τῶν ὀργανώσεων ὡρίσθη διὰ τὴν 2αν ἀπογευματινὴν. Θὰ καθορισθοῦν εἰς αὐτὴν αἱ λεπτομέρειαι τῆς συγκροτήσεως τοῦ συλλαλητηρίου, τὸ ὁποῖον ὡρίσθη διὰ τὴν 10.30 π.μ. αὔριον. Ἐν τῷ μεταξὺ συνεχίζεται εἰς τὸ ὑπουργεῖον τῆς Συγκοινωνίας τὸ διάβημα ἐναντίον τῶν ἀπεργιῶν μεθόδων τῆς Πάουερ. Ἐν τῷ μεταξὺ συνεχίζονται αἱ συσκέψεις τῶν ἐπαγγελματικῶν ὀργανώσεων ἐν ὄψει τοῦ συλλαλητηρίου. Αἱ ὀργανώσεις ἐδήλωσαν ὅτι θὰ προσέλθουν ὅλα τὰ μέλη των. Ἡ ἐπιτροπὴ διαμαρτυρήσεως ἀπηύθυνε διάβημα πρὸς τὸν ὑπουργὸν τῆς Συγκοινωνίας ζητοῦσα τὴν ἀναστολὴν τῶν αὐξήσεων. Ἀπεφασίσθη νὰ κλείσουν τὰ καταστήματα κατὰ τὰς ὥρας τοῦ συλλαλητηρίου. ΕΠΕΤΡΑΠΗ ΤΟ ΣΥΛΛΑΛΗΤΗΡΙΟΝ Ὁ ὑπουργὸς τῶν Ἐσωτερικῶν κ. Σιδέρης ἐπανελάβεν τὴν πρωΐαν ἐκ τῆς μετὰ τοῦ κ. πρωθυπουργοῦ ἐκδρομῆς του εἰς Κυκλάδας συνεργασθεὶς μετὰ τοῦ διευθυντοῦ τῆς Ἀστυνομίας κ. Νάσκου. Κατὰ τὴν συνεργασίαν αὐτὴν ἀπεφασίσθη ὅπως ἐπιτραπῇ ἡ συγκρότησις τοῦ αὔριον συλλαλητηρίου εἰς τὸ πεδίον τοῦ Ἄρεως. Θὰ ληφθοῦν ὅμως ὅλα τὰ ἀναγκαῖα μέτρα διὰ τὴν τήρησιν τῆς τάξεως κατὰ τὴν διάρκειαν τοῦ συλλαλητηρίου. Ἡ ἀστυνομία θὰ φροντίσῃ ὅπως μετὰ τὸ πέρας τοῦ συλλαλητηρίου οἱ συλλαλητηριασταὶ διαλυθοῦν ἡσύχως χωρὶς νὰ προβοῦν εἰς ἐκδηλώσεις.: [236, 325, 1199, 548]
- paragraph: Ἐπὶ τῇ εὐκαιρίᾳ τῆς ἐπισκέψεως τοῦ ὑπουργοῦ τῆς Παιδείας εἰς τὴν ἐπαρχίαν ἀπεφασίσθη ἡ ἀνέγερσις νέων διδακτηρίων.: [1213, 1132, 1378, 1198]
- headline: ΜΕΓΑΛΑΙ ΚΑΤΑΣΤΡΟΦΑΙ: [945, 1084, 1139, 1102]
- paragraph: Ἐπίσης ἀπεπειράθη νὰ αὐτοκτονήσῃ λαβοῦσα δηλητήριον ἡ 18ετὴς δακτυλογράφος Ἀγγελικὴ Κ. ἐξ ἐρωτικῶν αἰτίων.: [236, 1158, 550, 1197]
- center-column: [236, 51, 1199, 2279]
- table-cell: 1275: [195, 1228, 220, 1240]
- headline: ΤΡΕΙΣ ΧΙΛΙΑΔΕΣ ΑΣΤΕΓΟΙ: [56, 222, 185, 256]
- headline: ΤΩΝ ΣΧΟΛΙΚΩΝ ΚΤΙΡΙΩΝ: [1214, 1113, 1377, 1129]
- paragraph: Ἐπίσης ἐκλάπησαν ἐκ τῆς οἰκίας τοῦ Κ. Κυριάκου διάφορα ἀντικείμενα ἀξίας 700 δραχμῶν.: [884, 1310, 1199, 1337]
- table-cell: Στεγ. 6%: [22, 1292, 65, 1303]
